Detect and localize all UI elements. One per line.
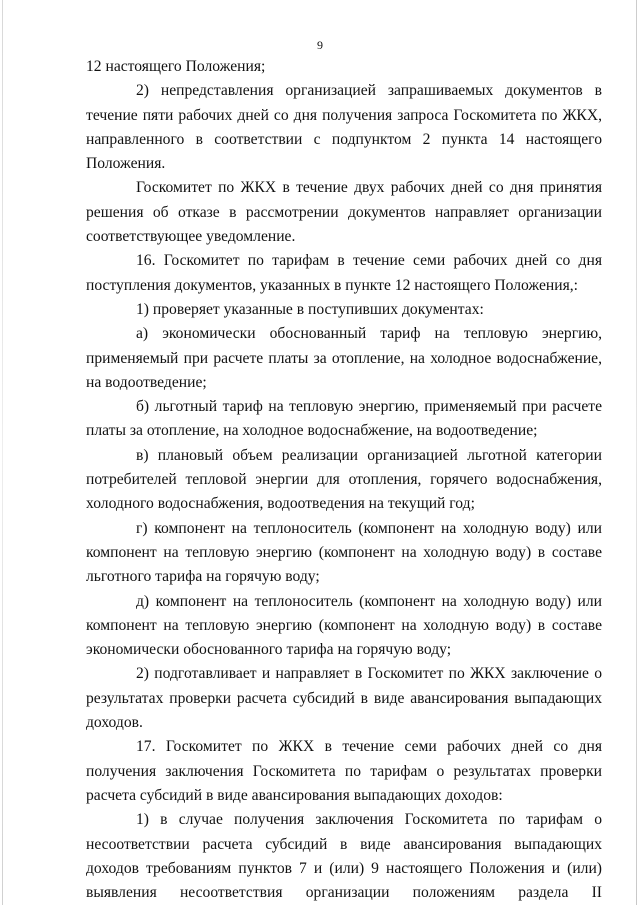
paragraph-17-item-1: 1) в случае получения заключения Госкомитета по тарифам о несоответствии расчета субсидий в виде авансирования выпадающих доходов требованиям пунктов 7 и (или) 9 настоящего Положения и (или) выявления несоответствия организации положениям раздела II bbox=[86, 811, 602, 902]
paragraph-refusal-notice: Госкомитет по ЖКХ в течение двух рабочих дней со дня принятия решения об отказе в рассмотрении документов направляет организации соответствующее уведомление. bbox=[86, 179, 602, 246]
paragraph-16-subitem-a: а) экономически обоснованный тариф на тепловую энергию, применяемый при расчете платы за отопление, на холодное водоснабжение, на водоотведение; bbox=[86, 325, 602, 391]
paragraph-16-subitem-b: б) льготный тариф на тепловую энергию, применяемый при расчете платы за отопление, на холодное водоснабжение, на водоотведение; bbox=[86, 398, 602, 440]
paragraph-item-2-nonsubmission: 2) непредставления организацией запрашиваемых документов в течение пяти рабочих дней со дня получения запроса Госкомитета по ЖКХ, направленного в соответствии с подпунктом 2 пункта 14 настоящего Положения. bbox=[86, 82, 602, 173]
paragraph-16-item-1: 1) проверяет указанные в поступивших документах: bbox=[136, 300, 484, 318]
paragraph-section-16: 16. Госкомитет по тарифам в течение семи рабочих дней со дня поступления документов, указанных в пункте 12 настоящего Положения,: bbox=[86, 252, 602, 294]
page-number: 9 bbox=[317, 38, 323, 52]
paragraph-continuation: 12 настоящего Положения; bbox=[86, 58, 266, 75]
paragraph-16-item-2: 2) подготавливает и направляет в Госкомитет по ЖКХ заключение о результатах проверки расчета субсидий в виде авансирования выпадающих доходов. bbox=[86, 665, 602, 732]
scan-edge-left bbox=[2, 0, 3, 905]
paragraph-section-17: 17. Госкомитет по ЖКХ в течение семи рабочих дней со дня получения заключения Госкомитета по тарифам о результатах проверки расчета субсидий в виде авансирования выпадающих доходов: bbox=[86, 738, 602, 804]
paragraph-16-subitem-g: г) компонент на теплоноситель (компонент на холодную воду) или компонент на тепловую энергию (компонент на холодную воду) в составе льготного тарифа на горячую воду; bbox=[86, 519, 602, 586]
paragraph-16-subitem-v: в) плановый объем реализации организацией льготной категории потребителей тепловой энергии для отопления, горячего водоснабжения, холодного водоснабжения, водоотведения на текущий год; bbox=[86, 446, 602, 513]
paragraph-16-subitem-d: д) компонент на теплоноситель (компонент на холодную воду) или компонент на тепловую энергию (компонент на холодную воду) в составе экономически обоснованного тарифа на горячую воду; bbox=[86, 592, 602, 659]
scan-edge-right bbox=[636, 0, 637, 905]
document-body bbox=[86, 55, 602, 905]
